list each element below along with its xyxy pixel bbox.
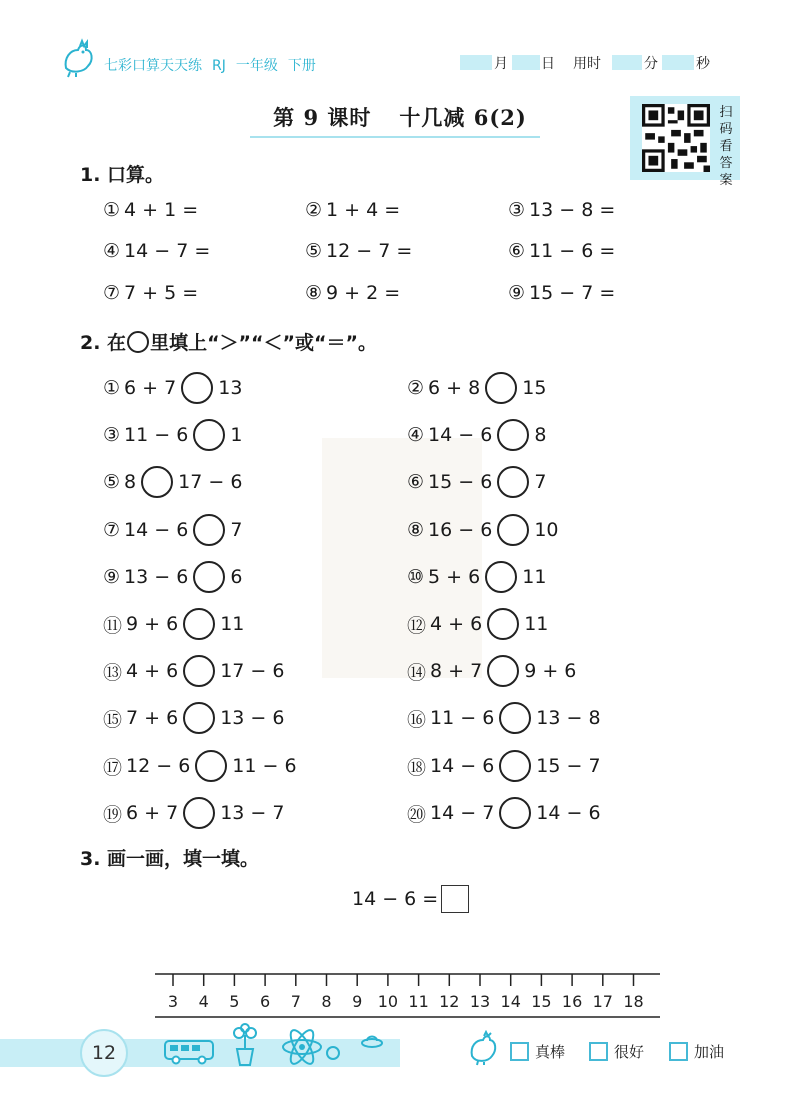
number-line-label: 4 bbox=[198, 992, 209, 1011]
compare-item-18: ⑱ 14 − 6 15 − 7 bbox=[407, 750, 601, 782]
ufo-icon bbox=[360, 1032, 384, 1050]
compare-item-10: ⑩ 5 + 6 11 bbox=[407, 561, 546, 593]
compare-item-4: ④ 14 − 6 8 bbox=[407, 419, 546, 451]
oral-item-2: ② 1 + 4 = bbox=[305, 199, 401, 221]
number-line-label: 15 bbox=[531, 992, 552, 1011]
qr-caption: 扫 码 看 答 案 bbox=[719, 105, 733, 188]
compare-circle[interactable] bbox=[485, 372, 517, 404]
number-line-label: 8 bbox=[321, 992, 332, 1011]
compare-circle[interactable] bbox=[183, 608, 215, 640]
compare-circle[interactable] bbox=[195, 750, 227, 782]
month-blank bbox=[460, 55, 492, 70]
answer-box[interactable] bbox=[441, 885, 469, 913]
compare-circle[interactable] bbox=[499, 750, 531, 782]
compare-item-11: ⑪ 9 + 6 11 bbox=[103, 608, 244, 640]
lesson-number: 第 9 课时 bbox=[273, 105, 372, 130]
number-line-label: 6 bbox=[260, 992, 271, 1011]
compare-circle[interactable] bbox=[497, 466, 529, 498]
oral-item-7: ⑦ 7 + 5 = bbox=[103, 282, 199, 304]
minutes-label: 分 bbox=[644, 56, 658, 72]
number-line-label: 3 bbox=[167, 992, 179, 1011]
number-line bbox=[155, 960, 660, 1020]
section2-heading: 2. 在 里填上“＞”“＜”或“＝”。 bbox=[80, 332, 377, 354]
number-line-label: 16 bbox=[561, 992, 583, 1011]
number-line-label: 13 bbox=[469, 992, 491, 1011]
number-line-label: 5 bbox=[229, 992, 240, 1011]
section3-heading: 3. 画一画，填一填。 bbox=[80, 848, 260, 870]
title-underline bbox=[250, 136, 540, 138]
compare-item-2: ② 6 + 8 15 bbox=[407, 372, 546, 404]
compare-item-19: ⑲ 6 + 7 13 − 7 bbox=[103, 797, 284, 829]
potted-plant-icon bbox=[225, 1023, 265, 1067]
compare-circle[interactable] bbox=[487, 608, 519, 640]
rating-good[interactable]: 很好 bbox=[589, 1041, 644, 1062]
qr-code-icon[interactable] bbox=[642, 104, 710, 172]
compare-item-13: ⑬ 4 + 6 17 − 6 bbox=[103, 655, 284, 687]
compare-item-9: ⑨ 13 − 6 6 bbox=[103, 561, 242, 593]
seconds-blank bbox=[662, 55, 694, 70]
compare-circle[interactable] bbox=[183, 702, 215, 734]
rooster-logo-icon bbox=[58, 38, 98, 78]
section1-heading: 1. 口算。 bbox=[80, 164, 165, 186]
number-line-label: 17 bbox=[592, 992, 613, 1011]
compare-item-14: ⑭ 8 + 7 9 + 6 bbox=[407, 655, 576, 687]
compare-circle[interactable] bbox=[183, 797, 215, 829]
oral-item-3: ③ 13 − 8 = bbox=[508, 199, 616, 221]
day-label: 日 bbox=[541, 56, 555, 72]
compare-item-7: ⑦ 14 − 6 7 bbox=[103, 514, 242, 546]
compare-circle[interactable] bbox=[487, 655, 519, 687]
compare-circle[interactable] bbox=[499, 702, 531, 734]
compare-circle[interactable] bbox=[497, 514, 529, 546]
oral-item-1: ① 4 + 1 = bbox=[103, 199, 199, 221]
oral-item-9: ⑨ 15 − 7 = bbox=[508, 282, 616, 304]
series-title: 七彩口算天天练 RJ 一年级 下册 bbox=[104, 58, 316, 74]
atom-icon bbox=[280, 1027, 324, 1067]
number-line-label: 18 bbox=[623, 992, 644, 1011]
compare-circle[interactable] bbox=[497, 419, 529, 451]
rating-good-checkbox[interactable] bbox=[589, 1042, 608, 1061]
compare-circle[interactable] bbox=[181, 372, 213, 404]
number-line-label: 9 bbox=[352, 992, 363, 1011]
number-line-label: 14 bbox=[500, 992, 521, 1011]
number-line-label: 11 bbox=[408, 992, 429, 1011]
oral-item-5: ⑤ 12 − 7 = bbox=[305, 240, 413, 262]
number-line-label: 7 bbox=[290, 992, 301, 1011]
compare-item-1: ① 6 + 7 13 bbox=[103, 372, 242, 404]
bus-icon bbox=[163, 1037, 215, 1065]
page-number: 12 bbox=[80, 1029, 128, 1077]
compare-item-8: ⑧ 16 − 6 10 bbox=[407, 514, 559, 546]
rating-keep-going-checkbox[interactable] bbox=[669, 1042, 688, 1061]
compare-circle[interactable] bbox=[193, 419, 225, 451]
heading-circle-icon bbox=[127, 331, 149, 353]
compare-item-20: ⑳ 14 − 7 14 − 6 bbox=[407, 797, 601, 829]
compare-item-6: ⑥ 15 − 6 7 bbox=[407, 466, 546, 498]
rooster-mascot-icon bbox=[466, 1030, 500, 1066]
draw-equation: 14 − 6 = bbox=[352, 885, 469, 913]
time-used-label: 用时 bbox=[573, 56, 601, 72]
compare-item-15: ⑮ 7 + 6 13 − 6 bbox=[103, 702, 284, 734]
compare-item-16: ⑯ 11 − 6 13 − 8 bbox=[407, 702, 601, 734]
compare-item-5: ⑤ 8 17 − 6 bbox=[103, 466, 242, 498]
number-line-label: 10 bbox=[377, 992, 399, 1011]
rating-keep-going[interactable]: 加油 bbox=[669, 1041, 724, 1062]
compare-circle[interactable] bbox=[193, 561, 225, 593]
compare-item-12: ⑫ 4 + 6 11 bbox=[407, 608, 548, 640]
rating-great-checkbox[interactable] bbox=[510, 1042, 529, 1061]
minutes-blank bbox=[612, 55, 642, 70]
compare-circle[interactable] bbox=[499, 797, 531, 829]
compare-item-17: ⑰ 12 − 6 11 − 6 bbox=[103, 750, 297, 782]
oral-item-4: ④ 14 − 7 = bbox=[103, 240, 211, 262]
month-label: 月 bbox=[494, 56, 508, 72]
oral-item-6: ⑥ 11 − 6 = bbox=[508, 240, 616, 262]
lesson-topic: 十几减 6(2) bbox=[399, 105, 527, 130]
seconds-label: 秒 bbox=[696, 56, 710, 72]
compare-circle[interactable] bbox=[485, 561, 517, 593]
oral-item-8: ⑧ 9 + 2 = bbox=[305, 282, 401, 304]
compare-circle[interactable] bbox=[141, 466, 173, 498]
ball-icon bbox=[325, 1045, 341, 1061]
compare-circle[interactable] bbox=[193, 514, 225, 546]
rating-great[interactable]: 真棒 bbox=[510, 1041, 565, 1062]
number-line-label: 12 bbox=[439, 992, 460, 1011]
day-blank bbox=[512, 55, 540, 70]
compare-item-3: ③ 11 − 6 1 bbox=[103, 419, 242, 451]
compare-circle[interactable] bbox=[183, 655, 215, 687]
